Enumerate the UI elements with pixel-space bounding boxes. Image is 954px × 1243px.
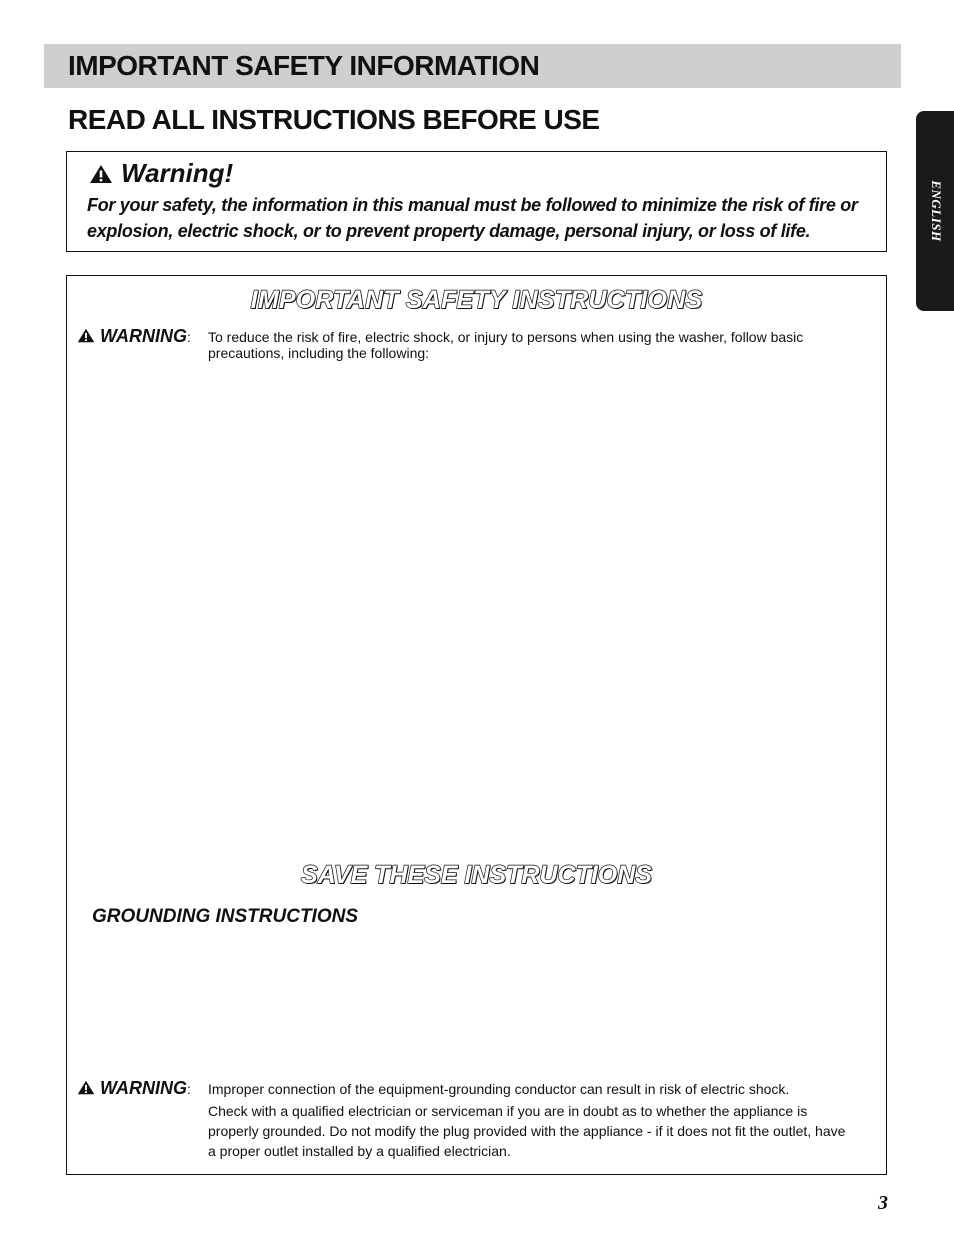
save-instructions-title: SAVE THESE INSTRUCTIONS [301, 861, 652, 889]
warning-heading [89, 158, 233, 191]
grounding-warning-label: WARNING: [77, 1078, 208, 1100]
safety-warning-text: To reduce the risk of fire, electric shock, or injury to persons when using the washer, follow basic precautions, including the following: [208, 329, 804, 361]
safety-instructions-box [66, 275, 887, 1175]
page-number: 3 [878, 1192, 888, 1214]
safety-instructions-title: IMPORTANT SAFETY INSTRUCTIONS [250, 286, 703, 314]
warning-triangle-icon [77, 1079, 95, 1100]
safety-warning [77, 326, 867, 361]
grounding-warning-text: Check with a qualified electrician or serviceman if you are in doubt as to whether the appliance is properly grounded. Do not modify the plug provided with the appliance - if it does not fit the outlet, have a proper outlet installed by a qualified electrician. [208, 1103, 846, 1159]
language-tab-label: ENGLISH [929, 180, 944, 242]
warning-heading-text: Warning! [121, 158, 234, 188]
language-tab [916, 111, 954, 311]
warning-triangle-icon [77, 327, 95, 348]
header-bar [44, 44, 901, 88]
warning-triangle-icon [89, 160, 113, 191]
grounding-warning-line1: Improper connection of the equipment-grounding conductor can result in risk of electric shock. [208, 1081, 790, 1097]
warning-box [66, 151, 887, 252]
grounding-title: GROUNDING INSTRUCTIONS [92, 906, 358, 927]
warning-text: For your safety, the information in this manual must be followed to minimize the risk of fire or explosion, electric shock, or to prevent property damage, personal injury, or loss of life. [87, 195, 858, 241]
safety-warning-label: WARNING: [77, 326, 208, 348]
page-subtitle: READ ALL INSTRUCTIONS BEFORE USE [68, 104, 600, 135]
grounding-warning [77, 1078, 867, 1161]
page-title: IMPORTANT SAFETY INFORMATION [68, 50, 540, 81]
grounding-warning-body [208, 1078, 853, 1161]
warning-label-text: WARNING [100, 1078, 187, 1098]
warning-label-text: WARNING [100, 326, 187, 346]
